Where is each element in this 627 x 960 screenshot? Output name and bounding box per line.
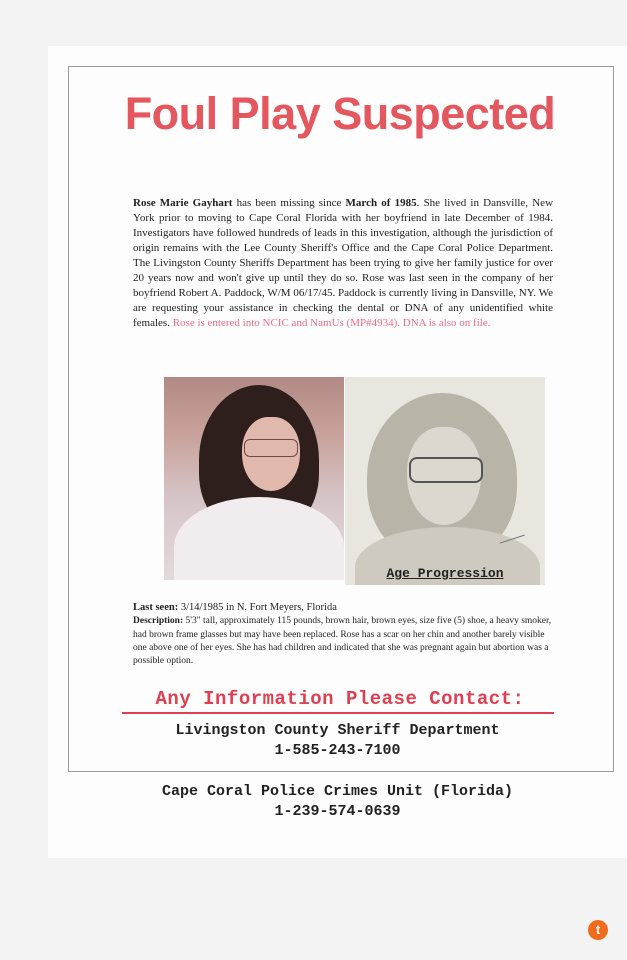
last-seen-value: 3/14/1985 in N. Fort Meyers, Florida — [178, 602, 337, 613]
missing-person-photo — [164, 377, 344, 580]
contact-underline — [122, 712, 554, 714]
agency-1-phone: 1-585-243-7100 — [274, 742, 401, 759]
details-paragraph — [133, 601, 553, 668]
description-value: 5'3" tall, approximately 115 pounds, brown hair, brown eyes, size five (5) shoe, a heavy smoker, had brown frame glasses but may have been replaced. Rose has a scar on her chin and another barely visible one above one of her eyes. She has had children and indicated that she was pregnant again but abortion was a possible option. — [133, 616, 552, 667]
age-progression-sketch — [345, 377, 545, 585]
tumblr-t-icon[interactable]: t — [588, 920, 608, 940]
agency-2-phone: 1-239-574-0639 — [274, 803, 401, 820]
last-seen-label: Last seen: — [133, 602, 179, 613]
poster-title: Foul Play Suspected — [124, 88, 556, 139]
contact-heading: Any Information Please Contact: — [155, 688, 525, 710]
age-progression-label: Age Progression — [386, 566, 504, 581]
agency-2-name: Cape Coral Police Crimes Unit (Florida) — [161, 783, 514, 800]
missing-person-name: Rose Marie Gayhart — [133, 197, 233, 209]
ncic-note: Rose is entered into NCIC and NamUs (MP#4934). DNA is also on file. — [172, 317, 491, 329]
description-label: Description: — [133, 616, 184, 627]
bio-paragraph — [133, 196, 553, 331]
bio-text-1: has been missing since — [232, 197, 346, 209]
bio-text-2: . She lived in Dansville, New York prior to moving to Cape Coral Florida with her boyfriend in late December of 1984. Investigators have followed hundreds of leads in this investigation, although the jurisdiction of origin remains with the Lee County Sheriff's Office and the Cape Coral Police Department. The Livingston County Sheriffs Department has been trying to give her family justice for over 20 years now and won't give up until they do so. Rose was last seen in the company of her boyfriend Robert A. Paddock, W/M 06/17/45. Paddock is currently living in Dansville, NY. We are requesting your assistance in checking the dental or DNA of any unidentified white females. — [133, 197, 554, 329]
missing-since-date: March of 1985 — [345, 197, 417, 209]
agency-1-name: Livingston County Sheriff Department — [175, 722, 500, 739]
